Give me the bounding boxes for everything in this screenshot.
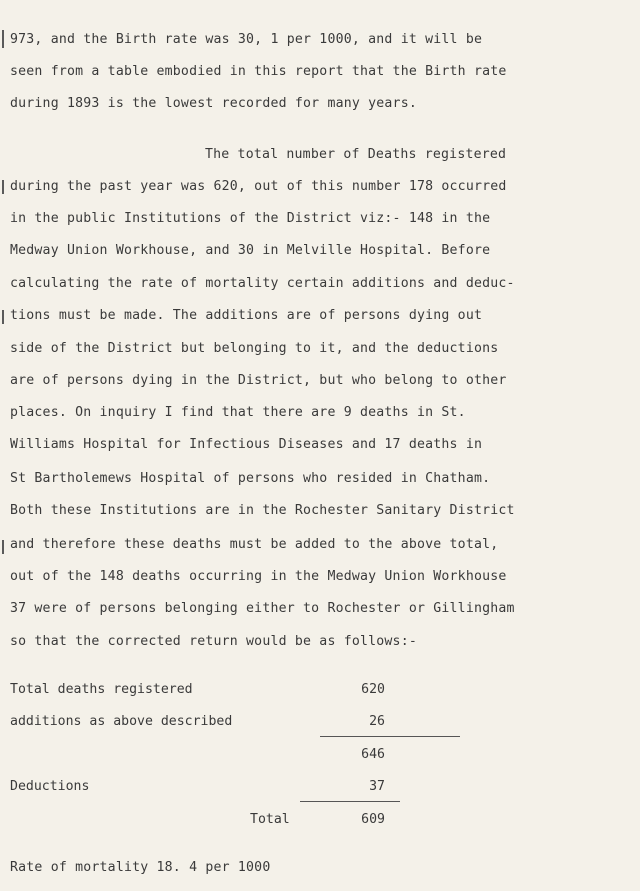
text-line: 973, and the Birth rate was 30, 1 per 1000, and it will be: [10, 32, 483, 47]
text-line: during the past year was 620, out of this number 178 occurred: [10, 179, 507, 194]
text-line: 37 were of persons belonging either to Rochester or Gillingham: [10, 601, 515, 616]
total-registered-value: 620: [361, 682, 385, 697]
total-rule: [300, 801, 400, 802]
margin-mark: [2, 180, 4, 194]
text-line: places. On inquiry I find that there are 9 deaths in St.: [10, 405, 466, 420]
total-value: 609: [361, 812, 385, 827]
text-line: are of persons dying in the District, but who belong to other: [10, 373, 507, 388]
margin-mark: [2, 310, 4, 324]
additions-label: additions as above described: [10, 714, 233, 729]
text-line: tions must be made. The additions are of persons dying out: [10, 308, 483, 323]
text-line: The total number of Deaths registered: [205, 147, 507, 162]
mortality-rate-line: Rate of mortality 18. 4 per 1000: [10, 860, 271, 875]
deductions-label: Deductions: [10, 779, 90, 794]
text-line: seen from a table embodied in this report that the Birth rate: [10, 64, 507, 79]
text-line: out of the 148 deaths occurring in the Medway Union Workhouse: [10, 569, 507, 584]
total-label: Total: [250, 812, 290, 827]
text-line: and therefore these deaths must be added to the above total,: [10, 537, 499, 552]
subtotal-value: 646: [361, 747, 385, 762]
text-line: calculating the rate of mortality certain additions and deduc-: [10, 276, 515, 291]
text-line: Both these Institutions are in the Rochester Sanitary District: [10, 503, 515, 518]
text-line: side of the District but belonging to it, and the deductions: [10, 341, 499, 356]
total-registered-label: Total deaths registered: [10, 682, 193, 697]
text-line: in the public Institutions of the District viz:- 148 in the: [10, 211, 491, 226]
deductions-value: 37: [369, 779, 385, 794]
text-line: so that the corrected return would be as follows:-: [10, 634, 417, 649]
additions-value: 26: [369, 714, 385, 729]
margin-mark: [2, 540, 4, 554]
text-line: Williams Hospital for Infectious Diseases and 17 deaths in: [10, 437, 483, 452]
text-line: St Bartholemews Hospital of persons who resided in Chatham.: [10, 471, 491, 486]
text-line: during 1893 is the lowest recorded for many years.: [10, 96, 417, 111]
text-line: Medway Union Workhouse, and 30 in Melville Hospital. Before: [10, 243, 491, 258]
margin-mark: [2, 30, 4, 48]
subtotal-rule: [320, 736, 460, 737]
